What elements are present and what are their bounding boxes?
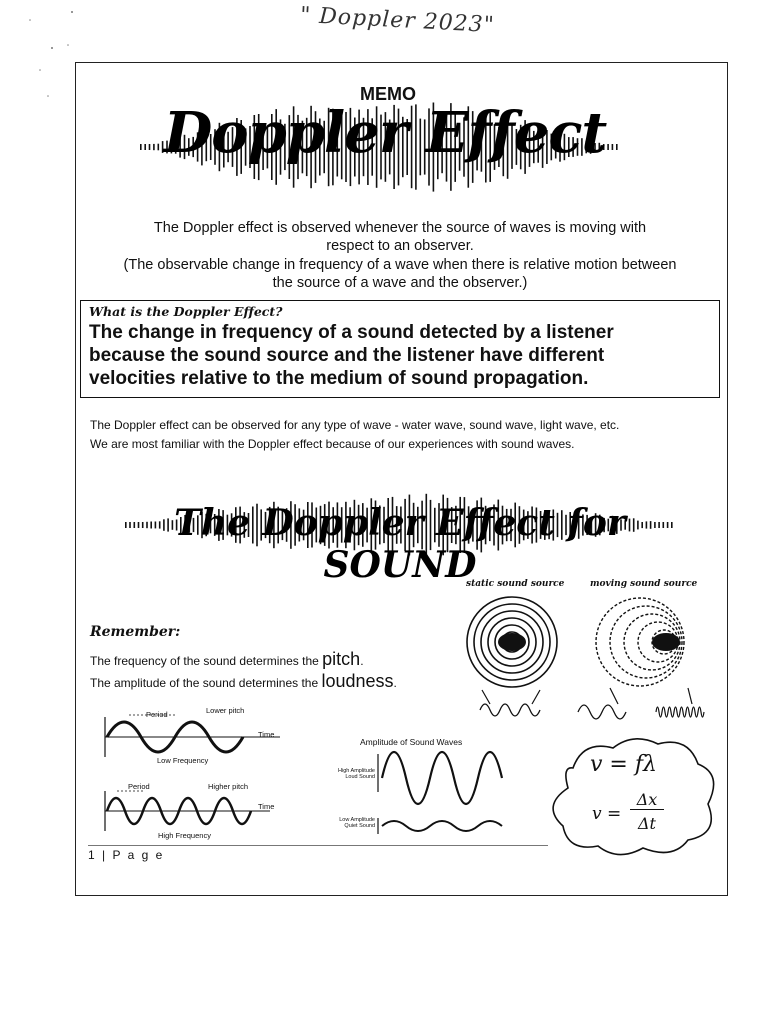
section-wave-bar <box>146 522 148 528</box>
time-label-high: Time <box>258 802 275 811</box>
title-wave-bar <box>616 144 618 150</box>
definition-line-1: The change in frequency of a sound detected by a listener <box>89 322 614 343</box>
footer-divider <box>88 845 548 846</box>
title-wave-bar <box>140 144 142 150</box>
high-frequency-label: High Frequency <box>158 831 211 840</box>
page-number: 1 | P a g e <box>88 848 165 862</box>
high-amplitude-wave <box>382 752 502 804</box>
period-label-low: Period <box>146 710 168 719</box>
moving-source-speaker <box>652 633 680 651</box>
title-wave-bar <box>158 144 160 151</box>
section-wave-bar <box>134 522 136 528</box>
moving-wave-high <box>656 707 704 717</box>
formula-velocity-left: v = <box>592 804 622 824</box>
section-wave-bar <box>138 522 140 528</box>
lower-pitch-label: Lower pitch <box>206 706 245 715</box>
intro-line-3: (The observable change in frequency of a wave when there is relative motion between <box>123 257 677 273</box>
high-amplitude-label-1: High Amplitude <box>338 768 375 774</box>
paragraph-line-1: The Doppler effect can be observed for any type of wave - water wave, sound wave, light wave, etc. <box>90 418 620 432</box>
page-title: Doppler Effect <box>163 100 607 166</box>
section-wave-bar <box>125 522 127 528</box>
section-wave-bar <box>671 522 673 528</box>
moving-wave-low <box>578 705 626 719</box>
title-wave-bar <box>149 144 151 150</box>
remember-keyword-pitch: pitch <box>322 649 361 669</box>
title-wave-bar <box>153 144 155 150</box>
scan-specks <box>0 0 80 110</box>
section-wave-bar <box>650 521 652 529</box>
section-wave-bar <box>654 522 656 528</box>
intro-line-4: the source of a wave and the observer.) <box>272 275 528 291</box>
section-wave-bar <box>663 522 665 528</box>
static-wave <box>480 704 540 716</box>
high-amplitude-label <box>327 768 375 780</box>
paragraph-line-2: We are most familiar with the Doppler effect because of our experiences with sound waves. <box>90 437 575 451</box>
section-wave-bar <box>658 522 660 528</box>
period-label-high: Period <box>128 782 150 791</box>
definition-body <box>89 321 711 390</box>
low-amplitude-label-1: Low Amplitude <box>339 817 375 823</box>
higher-pitch-label: Higher pitch <box>208 782 249 791</box>
memo-label: MEMO <box>360 84 416 104</box>
intro-line-1: The Doppler effect is observed whenever the source of waves is moving with <box>153 220 647 236</box>
definition-heading: What is the Doppler Effect? <box>89 304 283 319</box>
remember-keyword-loudness: loudness <box>321 671 394 691</box>
static-source-speaker <box>498 633 526 651</box>
low-frequency-label: Low Frequency <box>157 756 209 765</box>
handwritten-title: " Doppler 2023" <box>299 2 496 39</box>
intro-line-2: respect to an observer. <box>326 238 474 254</box>
formula-wave-speed: v = fλ <box>590 752 657 777</box>
remember-line-2 <box>90 671 397 692</box>
section-wave-bar <box>142 522 144 528</box>
static-pointer-lines <box>482 690 540 704</box>
amplitude-wave-diagram <box>376 748 521 838</box>
remember-line-2-text: The amplitude of the sound determines the <box>90 676 319 690</box>
title-wave-bar <box>612 144 614 150</box>
remember-line-1-end: . <box>360 654 364 668</box>
title-wave-bar <box>144 144 146 150</box>
section-wave-bar <box>667 522 669 528</box>
definition-line-3: velocities relative to the medium of sound propagation. <box>89 368 589 389</box>
definition-line-2: because the sound source and the listener have different <box>89 345 605 366</box>
time-label-low: Time <box>258 730 275 739</box>
remember-line-2-end: . <box>393 676 397 690</box>
formula-denominator: Δt <box>638 814 656 833</box>
static-source-label: static sound source <box>466 579 565 589</box>
low-amplitude-label-2: Quiet Sound <box>344 823 375 829</box>
low-amplitude-wave <box>382 821 502 831</box>
remember-heading: Remember: <box>90 624 181 640</box>
formula-numerator: Δx <box>630 790 664 810</box>
moving-source-label: moving sound source <box>590 579 698 589</box>
low-amplitude-label <box>327 817 375 829</box>
section-wave-bar <box>129 522 131 528</box>
frequency-wave-diagram <box>95 705 295 845</box>
remember-line-1-text: The frequency of the sound determines the <box>90 654 319 668</box>
amplitude-title: Amplitude of Sound Waves <box>360 737 463 747</box>
moving-pointer-lines <box>610 688 692 704</box>
remember-line-1 <box>90 649 364 670</box>
definition-box <box>80 300 720 398</box>
section-title: The Doppler Effect for SOUND <box>174 502 626 586</box>
high-amplitude-label-2: Loud Sound <box>345 774 375 780</box>
doppler-source-diagram <box>460 592 720 727</box>
